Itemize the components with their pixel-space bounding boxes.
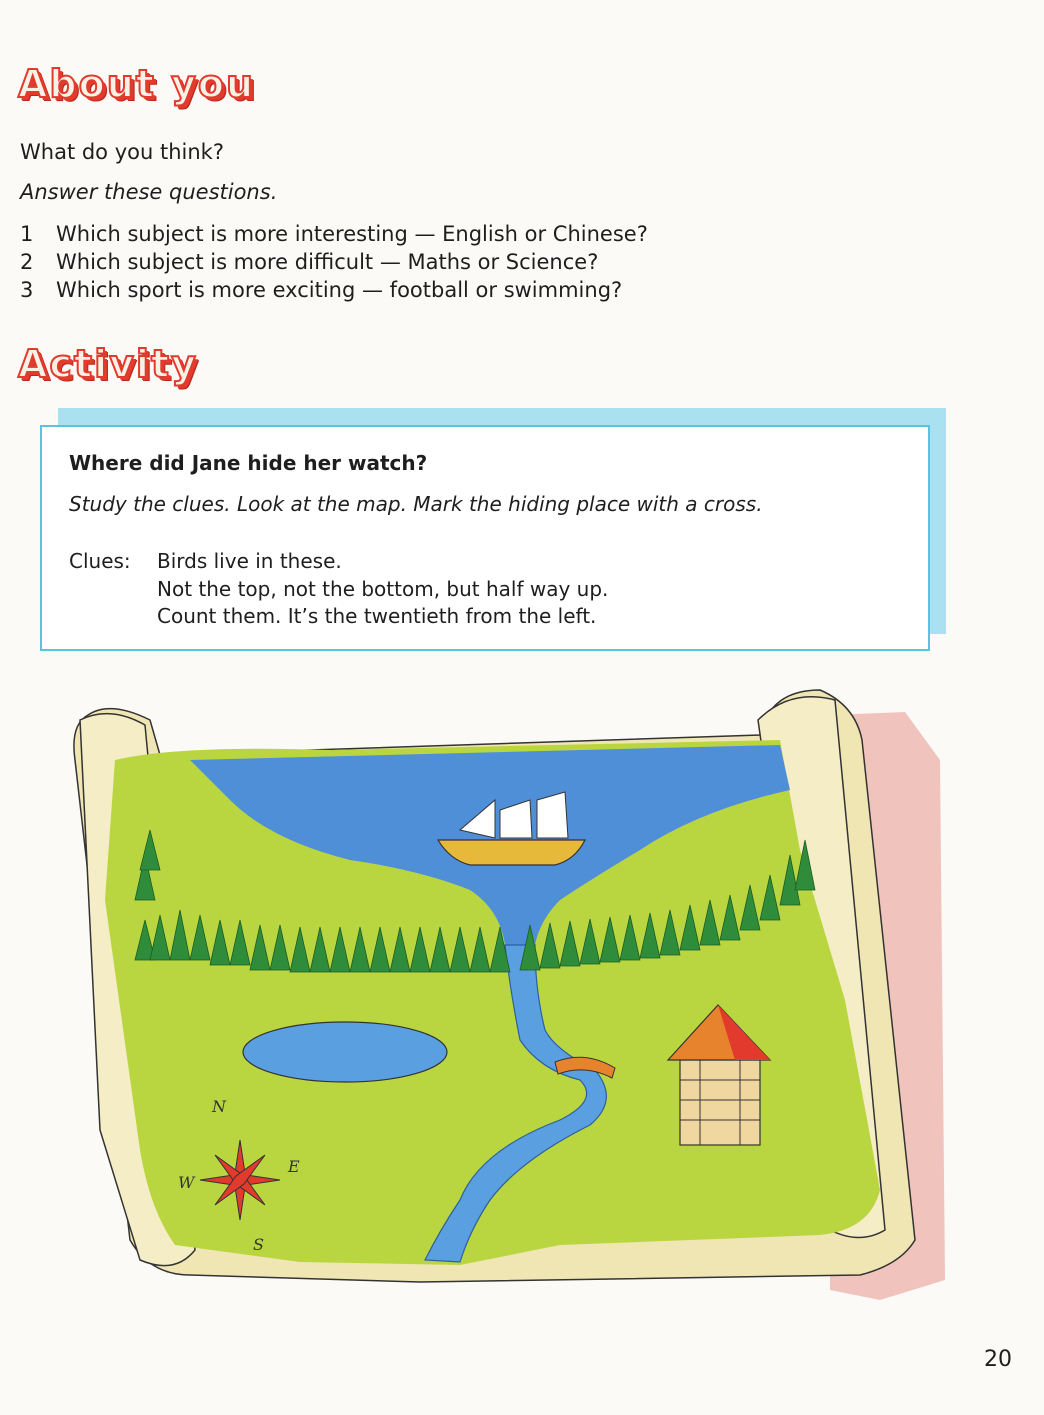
- clues-label: Clues:: [69, 549, 131, 573]
- instruction-text: Answer these questions.: [20, 180, 278, 204]
- question-text: Which subject is more interesting — English or Chinese?: [56, 222, 648, 246]
- page-number: 20: [984, 1347, 1012, 1372]
- lake: [243, 1022, 447, 1082]
- question-number: 2: [20, 250, 34, 274]
- clue-2: Not the top, not the bottom, but half way up.: [157, 577, 609, 601]
- compass-s-label: S: [253, 1235, 264, 1254]
- clue-3: Count them. It’s the twentieth from the left.: [157, 604, 597, 628]
- activity-question: Where did Jane hide her watch?: [69, 451, 428, 475]
- activity-heading: Activity: [18, 342, 198, 386]
- question-text: Which sport is more exciting — football or swimming?: [56, 278, 623, 302]
- about-you-heading: About you: [18, 62, 256, 106]
- question-number: 1: [20, 222, 34, 246]
- compass-w-label: W: [178, 1173, 195, 1192]
- question-text: Which subject is more difficult — Maths or Science?: [56, 250, 599, 274]
- compass-n-label: N: [212, 1097, 226, 1116]
- clue-1: Birds live in these.: [157, 549, 342, 573]
- activity-instruction: Study the clues. Look at the map. Mark the hiding place with a cross.: [69, 492, 763, 516]
- compass-e-label: E: [288, 1157, 300, 1176]
- question-number: 3: [20, 278, 34, 302]
- prompt-text: What do you think?: [20, 140, 224, 164]
